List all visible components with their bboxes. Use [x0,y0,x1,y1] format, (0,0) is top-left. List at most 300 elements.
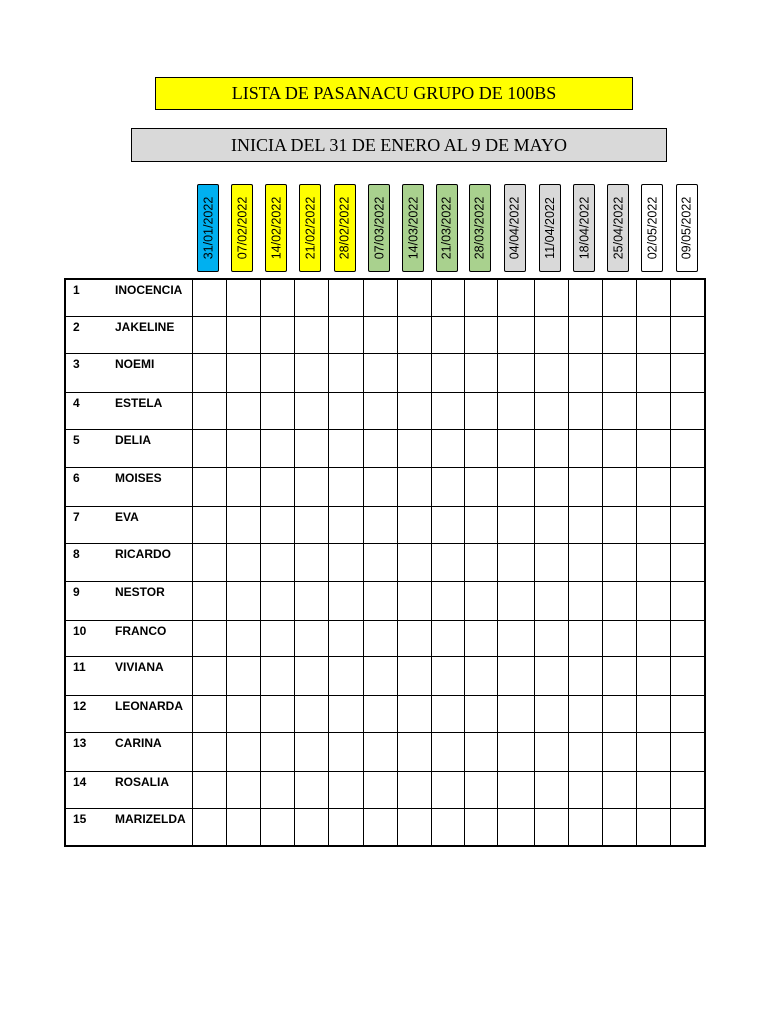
date-header-11 [539,184,561,272]
payment-cell[interactable] [226,732,260,771]
payment-cell[interactable] [636,467,670,506]
payment-cell[interactable] [363,656,397,695]
date-header-label: 11/04/2022 [543,197,558,259]
payment-cell[interactable] [397,543,431,581]
date-header-14 [641,184,663,272]
member-name: EVA [105,506,192,543]
payment-cell[interactable] [464,771,497,808]
payment-cell[interactable] [397,732,431,771]
payment-cell[interactable] [363,695,397,732]
payment-cell[interactable] [294,467,328,506]
document-subtitle: INICIA DEL 31 DE ENERO AL 9 DE MAYO [131,128,667,162]
payment-cell[interactable] [363,392,397,429]
member-row [65,656,705,695]
payment-cell[interactable] [497,429,534,467]
member-number: 15 [65,808,105,846]
payment-cell[interactable] [226,429,260,467]
payment-cell[interactable] [226,656,260,695]
member-number: 11 [65,656,105,695]
payment-cell[interactable] [534,732,568,771]
payment-cell[interactable] [431,353,464,392]
member-row [65,543,705,581]
payment-cell[interactable] [602,771,636,808]
member-row [65,467,705,506]
payment-cell[interactable] [568,732,602,771]
payment-cell[interactable] [670,316,705,353]
date-header-5 [334,184,356,272]
payment-cell[interactable] [192,581,226,620]
payment-cell[interactable] [670,808,705,846]
member-row [65,316,705,353]
payment-cell[interactable] [636,543,670,581]
payment-cell[interactable] [226,808,260,846]
payment-cell[interactable] [226,695,260,732]
member-number: 12 [65,695,105,732]
payment-cell[interactable] [226,506,260,543]
payment-cell[interactable] [534,543,568,581]
date-header-label: 04/04/2022 [507,196,522,260]
member-row [65,732,705,771]
payment-cell[interactable] [534,620,568,656]
member-number: 9 [65,581,105,620]
payment-cell[interactable] [431,543,464,581]
payment-cell[interactable] [192,543,226,581]
payment-cell[interactable] [670,732,705,771]
date-header-10 [504,184,526,272]
payment-cell[interactable] [260,506,294,543]
member-number: 6 [65,467,105,506]
payment-cell[interactable] [431,467,464,506]
payment-cell[interactable] [363,316,397,353]
payment-cell[interactable] [294,279,328,316]
payment-cell[interactable] [636,506,670,543]
payment-cell[interactable] [397,581,431,620]
date-header-9 [469,184,491,272]
payment-cell[interactable] [568,620,602,656]
payment-cell[interactable] [497,506,534,543]
payment-cell[interactable] [363,808,397,846]
payment-cell[interactable] [534,656,568,695]
payment-cell[interactable] [534,808,568,846]
member-number: 13 [65,732,105,771]
payment-cell[interactable] [497,732,534,771]
payment-cell[interactable] [497,771,534,808]
payment-cell[interactable] [294,695,328,732]
date-header-label: 18/04/2022 [577,196,591,260]
payment-cell[interactable] [328,620,363,656]
payment-cell[interactable] [328,316,363,353]
member-number: 10 [65,620,105,656]
payment-cell[interactable] [226,392,260,429]
payment-cell[interactable] [497,316,534,353]
payment-cell[interactable] [294,429,328,467]
payment-cell[interactable] [568,581,602,620]
payment-cell[interactable] [328,732,363,771]
payment-cell[interactable] [670,467,705,506]
payment-cell[interactable] [497,620,534,656]
payment-cell[interactable] [260,279,294,316]
date-header-7 [402,184,424,272]
date-header-label: 28/02/2022 [337,196,352,260]
payment-cell[interactable] [497,808,534,846]
payment-cell[interactable] [397,467,431,506]
payment-cell[interactable] [328,543,363,581]
payment-cell[interactable] [397,808,431,846]
payment-cell[interactable] [294,732,328,771]
payment-cell[interactable] [431,392,464,429]
payment-cell[interactable] [534,353,568,392]
payment-cell[interactable] [464,656,497,695]
payment-cell[interactable] [260,695,294,732]
payment-cell[interactable] [431,429,464,467]
payment-cell[interactable] [670,771,705,808]
payment-cell[interactable] [397,695,431,732]
member-name: INOCENCIA [105,279,192,316]
payment-cell[interactable] [363,732,397,771]
payment-cell[interactable] [397,506,431,543]
payment-cell[interactable] [192,732,226,771]
date-header-label: 21/02/2022 [303,196,317,260]
payment-cell[interactable] [192,279,226,316]
payment-cell[interactable] [568,279,602,316]
payment-cell[interactable] [328,506,363,543]
date-header-2 [231,184,253,272]
payment-cell[interactable] [602,506,636,543]
payment-cell[interactable] [226,316,260,353]
payment-cell[interactable] [397,316,431,353]
payment-cell[interactable] [534,695,568,732]
payment-cell[interactable] [397,279,431,316]
payment-cell[interactable] [363,353,397,392]
payment-cell[interactable] [568,506,602,543]
member-number: 14 [65,771,105,808]
payment-cell[interactable] [363,429,397,467]
payment-cell[interactable] [431,316,464,353]
payment-cell[interactable] [568,429,602,467]
date-header-label: 28/03/2022 [472,196,487,260]
payment-cell[interactable] [363,771,397,808]
date-header-label: 31/01/2022 [201,196,215,260]
date-header-label: 25/04/2022 [611,196,625,260]
payment-cell[interactable] [192,353,226,392]
payment-cell[interactable] [226,467,260,506]
payment-cell[interactable] [192,392,226,429]
payment-cell[interactable] [636,316,670,353]
payment-cell[interactable] [602,429,636,467]
payment-cell[interactable] [602,732,636,771]
payment-cell[interactable] [328,279,363,316]
payment-cell[interactable] [636,771,670,808]
payment-cell[interactable] [260,732,294,771]
payment-cell[interactable] [464,429,497,467]
payment-cell[interactable] [397,771,431,808]
roster-table [64,278,706,847]
payment-cell[interactable] [602,620,636,656]
payment-cell[interactable] [497,353,534,392]
date-header-1 [197,184,219,272]
date-header-label: 02/05/2022 [645,196,659,260]
payment-cell[interactable] [260,808,294,846]
payment-cell[interactable] [363,581,397,620]
payment-cell[interactable] [602,353,636,392]
payment-cell[interactable] [464,316,497,353]
payment-cell[interactable] [294,581,328,620]
payment-cell[interactable] [363,467,397,506]
payment-cell[interactable] [670,695,705,732]
payment-cell[interactable] [260,581,294,620]
member-name: NESTOR [105,581,192,620]
payment-cell[interactable] [397,656,431,695]
payment-cell[interactable] [670,620,705,656]
member-name: LEONARDA [105,695,192,732]
payment-cell[interactable] [464,732,497,771]
member-name: CARINA [105,732,192,771]
payment-cell[interactable] [534,506,568,543]
payment-cell[interactable] [464,506,497,543]
payment-cell[interactable] [294,808,328,846]
member-number: 8 [65,543,105,581]
payment-cell[interactable] [260,392,294,429]
payment-cell[interactable] [670,392,705,429]
payment-cell[interactable] [670,543,705,581]
member-name: NOEMI [105,353,192,392]
member-name: FRANCO [105,620,192,656]
payment-cell[interactable] [636,392,670,429]
payment-cell[interactable] [636,732,670,771]
payment-cell[interactable] [431,506,464,543]
payment-cell[interactable] [226,620,260,656]
date-header-label: 14/03/2022 [406,196,420,260]
payment-cell[interactable] [431,808,464,846]
payment-cell[interactable] [192,695,226,732]
member-row [65,581,705,620]
payment-cell[interactable] [260,620,294,656]
payment-cell[interactable] [602,279,636,316]
date-header-label: 21/03/2022 [439,196,454,260]
payment-cell[interactable] [294,620,328,656]
payment-cell[interactable] [497,656,534,695]
payment-cell[interactable] [294,392,328,429]
member-row [65,695,705,732]
payment-cell[interactable] [636,429,670,467]
payment-cell[interactable] [636,279,670,316]
member-row [65,771,705,808]
member-name: VIVIANA [105,656,192,695]
member-row [65,808,705,846]
payment-cell[interactable] [464,695,497,732]
payment-cell[interactable] [226,279,260,316]
payment-cell[interactable] [328,353,363,392]
payment-cell[interactable] [431,771,464,808]
payment-cell[interactable] [363,543,397,581]
date-header-4 [299,184,321,272]
member-row [65,353,705,392]
payment-cell[interactable] [363,279,397,316]
date-header-label: 09/05/2022 [679,196,694,260]
payment-cell[interactable] [636,353,670,392]
member-name: ESTELA [105,392,192,429]
payment-cell[interactable] [328,656,363,695]
date-header-label: 07/03/2022 [372,196,386,260]
payment-cell[interactable] [192,808,226,846]
payment-cell[interactable] [602,467,636,506]
payment-cell[interactable] [260,771,294,808]
member-name: RICARDO [105,543,192,581]
payment-cell[interactable] [568,695,602,732]
payment-cell[interactable] [534,316,568,353]
payment-cell[interactable] [192,620,226,656]
payment-cell[interactable] [397,429,431,467]
payment-cell[interactable] [670,353,705,392]
member-name: JAKELINE [105,316,192,353]
payment-cell[interactable] [294,771,328,808]
payment-cell[interactable] [464,392,497,429]
document-title: LISTA DE PASANACU GRUPO DE 100BS [155,77,633,110]
payment-cell[interactable] [636,695,670,732]
payment-cell[interactable] [294,543,328,581]
payment-cell[interactable] [260,543,294,581]
payment-cell[interactable] [602,695,636,732]
payment-cell[interactable] [328,771,363,808]
payment-cell[interactable] [328,808,363,846]
payment-cell[interactable] [431,581,464,620]
payment-cell[interactable] [568,543,602,581]
payment-cell[interactable] [670,581,705,620]
date-header-13 [607,184,629,272]
payment-cell[interactable] [464,353,497,392]
payment-cell[interactable] [226,771,260,808]
payment-cell[interactable] [636,656,670,695]
payment-cell[interactable] [534,279,568,316]
member-number: 1 [65,279,105,316]
payment-cell[interactable] [328,581,363,620]
payment-cell[interactable] [636,808,670,846]
payment-cell[interactable] [431,695,464,732]
payment-cell[interactable] [636,620,670,656]
payment-cell[interactable] [568,392,602,429]
payment-cell[interactable] [431,279,464,316]
member-number: 5 [65,429,105,467]
payment-cell[interactable] [192,506,226,543]
payment-cell[interactable] [294,506,328,543]
payment-cell[interactable] [602,656,636,695]
payment-cell[interactable] [260,467,294,506]
date-header-label: 14/02/2022 [269,196,283,260]
payment-cell[interactable] [568,316,602,353]
payment-cell[interactable] [568,467,602,506]
payment-cell[interactable] [260,316,294,353]
payment-cell[interactable] [226,543,260,581]
date-header-3 [265,184,287,272]
payment-cell[interactable] [497,279,534,316]
payment-cell[interactable] [464,620,497,656]
payment-cell[interactable] [328,429,363,467]
payment-cell[interactable] [294,316,328,353]
payment-cell[interactable] [431,732,464,771]
payment-cell[interactable] [363,620,397,656]
member-name: MARIZELDA [105,808,192,846]
payment-cell[interactable] [497,392,534,429]
payment-cell[interactable] [497,695,534,732]
payment-cell[interactable] [534,581,568,620]
payment-cell[interactable] [260,429,294,467]
member-row [65,279,705,316]
payment-cell[interactable] [431,656,464,695]
payment-cell[interactable] [260,353,294,392]
payment-cell[interactable] [363,506,397,543]
member-number: 4 [65,392,105,429]
payment-cell[interactable] [534,429,568,467]
payment-cell[interactable] [602,392,636,429]
payment-cell[interactable] [670,506,705,543]
date-header-8 [436,184,458,272]
payment-cell[interactable] [328,695,363,732]
payment-cell[interactable] [464,808,497,846]
payment-cell[interactable] [568,771,602,808]
payment-cell[interactable] [602,316,636,353]
payment-cell[interactable] [534,467,568,506]
payment-cell[interactable] [568,808,602,846]
payment-cell[interactable] [397,620,431,656]
member-row [65,620,705,656]
payment-cell[interactable] [464,581,497,620]
payment-cell[interactable] [497,581,534,620]
payment-cell[interactable] [192,429,226,467]
payment-cell[interactable] [328,467,363,506]
payment-cell[interactable] [464,467,497,506]
member-row [65,506,705,543]
member-number: 7 [65,506,105,543]
payment-cell[interactable] [431,620,464,656]
date-header-12 [573,184,595,272]
payment-cell[interactable] [497,467,534,506]
payment-cell[interactable] [464,279,497,316]
payment-cell[interactable] [192,656,226,695]
payment-cell[interactable] [397,392,431,429]
date-header-label: 07/02/2022 [235,196,249,260]
payment-cell[interactable] [226,353,260,392]
payment-cell[interactable] [670,656,705,695]
payment-cell[interactable] [670,279,705,316]
payment-cell[interactable] [464,543,497,581]
date-header-6 [368,184,390,272]
payment-cell[interactable] [602,543,636,581]
payment-cell[interactable] [192,467,226,506]
date-header-15 [676,184,698,272]
payment-cell[interactable] [568,353,602,392]
payment-cell[interactable] [328,392,363,429]
member-row [65,429,705,467]
payment-cell[interactable] [192,316,226,353]
payment-cell[interactable] [670,429,705,467]
payment-cell[interactable] [534,392,568,429]
member-name: ROSALIA [105,771,192,808]
payment-cell[interactable] [226,581,260,620]
payment-cell[interactable] [497,543,534,581]
payment-cell[interactable] [397,353,431,392]
payment-cell[interactable] [534,771,568,808]
member-name: MOISES [105,467,192,506]
member-name: DELIA [105,429,192,467]
payment-cell[interactable] [636,581,670,620]
payment-cell[interactable] [568,656,602,695]
payment-cell[interactable] [260,656,294,695]
payment-cell[interactable] [602,581,636,620]
payment-cell[interactable] [294,656,328,695]
payment-cell[interactable] [192,771,226,808]
payment-cell[interactable] [294,353,328,392]
payment-cell[interactable] [602,808,636,846]
